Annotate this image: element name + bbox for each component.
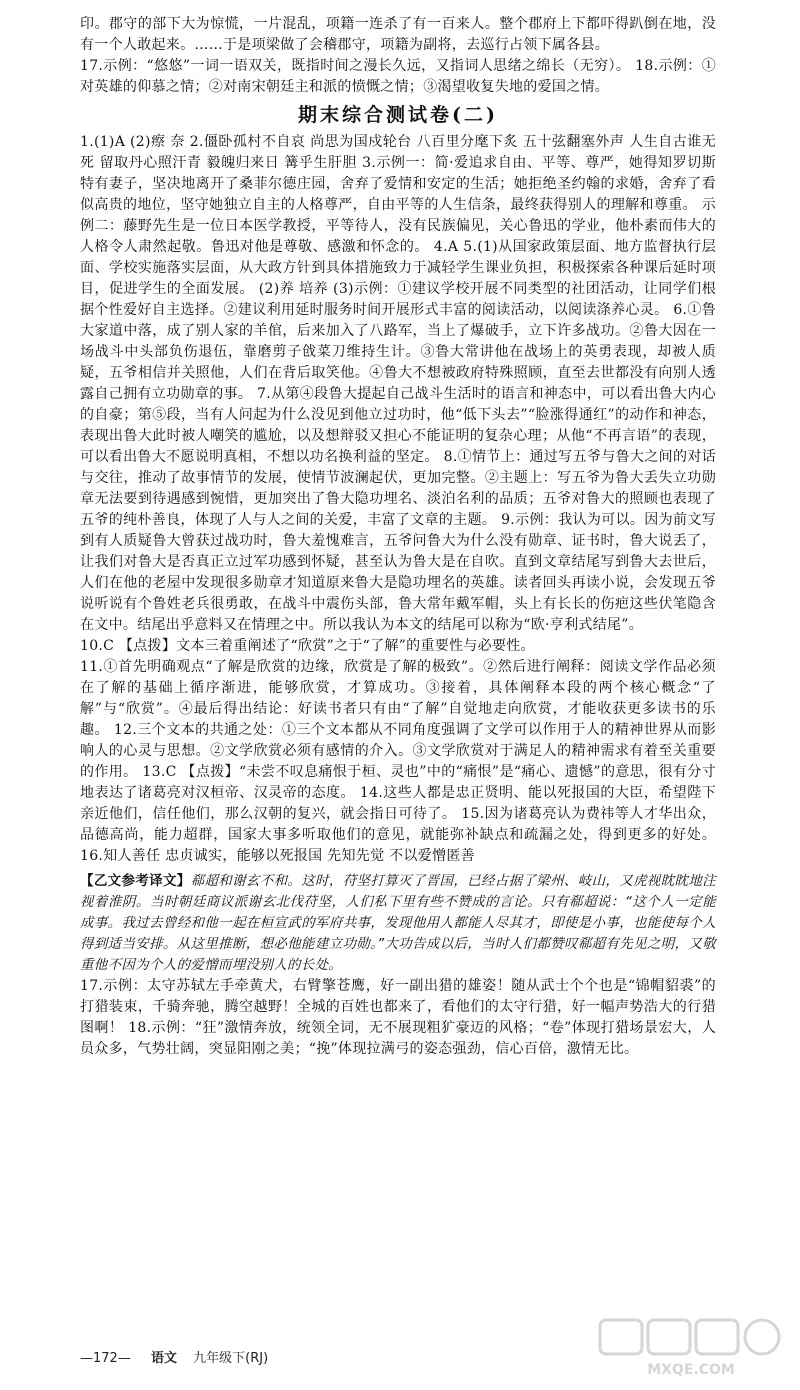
translation-paragraph	[80, 871, 716, 976]
answer-text-block	[80, 14, 716, 1060]
subject-label: 语文	[150, 1351, 177, 1366]
translation-label: 【乙文参考译文】	[80, 873, 191, 889]
grade-label: 九年级下(RJ)	[193, 1351, 269, 1366]
watermark-logo	[596, 1316, 786, 1380]
paragraph-top-1: 印。郡守的部下大为惊慌，一片混乱，项籍一连杀了有一百来人。整个郡府上下都吓得趴倒在地，没有一个人敢起来。……于是项梁做了会稽郡守，项籍为副将，去巡行占领下属各县。	[80, 16, 716, 53]
watermark-text: MXQE.COM	[647, 1362, 735, 1378]
section-heading: 期末综合测试卷(二)	[298, 104, 498, 126]
paragraph-main-1: 1.(1)A (2)瘵 奈 2.僵卧孤村不自哀 尚思为国戍轮台 八百里分麾下炙 五十弦翻塞外声 人生自古谁无死 留取丹心照汗青 毅魄归来日 篝乎生肝胆 3.示例一：简·爱追求自由、平等、尊严，她得知罗切斯特有妻子，坚决地离开了桑菲尔德庄园，舍弃了爱情和安定的生活；她拒绝圣约翰的求婚，舍弃了看似高贵的地位，坚守她独立自主的人格尊严，自由平等的人生信条，最终获得别人的理解和尊重。 示例二：藤野先生是一位日本医学教授，平等待人，没有民族偏见，关心鲁迅的学业，他朴素而伟大的人格令人肃然起敬。鲁迅对他是尊敬、感激和怀念的。 4.A 5.(1)从国家政策层面、地方监督执行层面、学校实施落实层面，从大政方针到具体措施致力于减轻学生课业负担，积极探索各种课后延时项目，促进学生的全面发展。 (2)养 培养 (3)示例：①建议学校开展不同类型的社团活动，让同学们根据个性爱好自主选择。②建议利用延时服务时间开展形式丰富的阅读活动，以阅读涤养心灵。 6.①鲁大家道中落，成了别人家的羊倌，后来加入了八路军，当上了爆破手，立下许多战功。②鲁大因在一场战斗中头部负伤退伍，靠磨剪子戗菜刀维持生计。③鲁大常讲他在战场上的英勇表现，却被人质疑，五爷相信并关照他，人们在背后取笑他。④鲁大不想被政府特殊照顾，直至去世都没有向别人透露自己拥有立功勋章的事。 7.从第④段鲁大提起自己战斗生活时的语言和神态中，可以看出鲁大内心的自豪；第⑤段，当有人问起为什么没见到他立过功时，他“低下头去”“脸涨得通红”的动作和神态，表现出鲁大此时被人嘲笑的尴尬，以及想辩驳又担心不能证明的复杂心理；从他“不再言语”的表现，可以看出鲁大不愿说明真相，不想以功名换利益的坚定。 8.①情节上：通过写五爷与鲁大之间的对话与交往，推动了故事情节的发展，使情节波澜起伏，更加完整。②主题上：写五爷为鲁大丢失立功勋章无法要到待遇感到惋惜，更加突出了鲁大隐功埋名、淡泊名利的品质；五爷对鲁大的照顾也表现了五爷的纯朴善良，体现了人与人之间的关爱，丰富了文章的主题。 9.示例：我认为可以。因为前文写到有人质疑鲁大曾获过战功时，鲁大羞愧难言，五爷问鲁大为什么没有勋章、证书时，鲁大说丢了，让我们对鲁大是否真正立过军功感到怀疑，甚至认为鲁大是在自吹。直到文章结尾写到鲁大去世后，人们在他的老屋中发现很多勋章才知道原来鲁大是隐功埋名的英雄。读者回头再读小说，会发现五爷说听说有个鲁姓老兵很勇敢，在战斗中震伤头部，鲁大常年戴军帽，头上有长长的伤疤这些伏笔隐含在文中。结尾出乎意料又在情理之中。所以我认为本文的结尾可以称为“欧·亨利式结尾”。	[80, 134, 716, 633]
paragraph-main-3: 11.①首先明确观点“了解是欣赏的边缘，欣赏是了解的极致”。②然后进行阐释：阅读文学作品必须在了解的基础上循序渐进，能够欣赏，才算成功。③接着，具体阐释本段的两个核心概念“了解”与“欣赏”。④最后得出结论：好读书者只有由“了解”自觉地走向欣赏，才能收获更多读书的乐趣。 12.三个文本的共通之处：①三个文本都从不同角度强调了文学可以作用于人的精神世界从而影响人的心灵与思想。②文学欣赏必须有感情的介入。③文学欣赏对于满足人的精神需求有着至关重要的作用。 13.C 【点拨】“未尝不叹息痛恨于桓、灵也”中的“痛恨”是“痛心、遗憾”的意思，很有分寸地表达了诸葛亮对汉桓帝、汉灵帝的态度。 14.这些人都是忠正贤明、能以死报国的大臣，希望陛下亲近他们，信任他们，那么汉朝的复兴，就会指日可待了。 15.因为诸葛亮认为费祎等人才华出众，品德高尚，能力超群，国家大事多听取他们的意见，就能弥补缺点和疏漏之处，得到更多的好处。 16.知人善任 忠贞诚实，能够以死报国 先知先觉 不以爱憎匿善	[80, 659, 716, 864]
translation-body: 郗超和谢玄不和。这时，苻坚打算灭了晋国，已经占据了梁州、岐山，又虎视眈眈地注视着淮阴。当时朝廷商议派谢玄北伐苻坚，人们私下里有些不赞成的言论。只有郗超说：“这个人一定能成事。我过去曾经和他一起在桓宣武的军府共事，发现他用人都能人尽其才，即使是小事，也能使每个人得到适当安排。从这里推断，想必他能建立功勋。”大功告成以后，当时人们都赞叹郗超有先见之明，又敬重他不因为个人的爱憎而埋没别人的长处。	[80, 873, 716, 973]
page-footer	[80, 1347, 268, 1366]
paragraph-main-2: 10.C 【点拨】文本三着重阐述了“欣赏”之于“了解”的重要性与必要性。	[80, 638, 535, 654]
paragraph-end-1: 17.示例：太守苏轼左手牵黄犬，右臂擎苍鹰，好一副出猎的雄姿！随从武士个个也是“锦帽貂裘”的打猎装束，千骑奔驰，腾空越野！全城的百姓也都来了，看他们的太守行猎，好一幅声势浩大的行猎图啊！ 18.示例：“狂”激情奔放，统领全词，无不展现粗犷豪迈的风格；“卷”体现打猎场景宏大，人员众多，气势壮阔，突显阳刚之美；“挽”体现拉满弓的姿态强劲，信心百倍，激情无比。	[80, 978, 716, 1057]
page-number: —172—	[80, 1351, 131, 1366]
paragraph-top-2: 17.示例：“悠悠”一词一语双关，既指时间之漫长久远，又指词人思绪之绵长（无穷）。 18.示例：①对英雄的仰慕之情；②对南宋朝廷主和派的愤慨之情；③渴望收复失地的爱国之情。	[80, 58, 716, 95]
